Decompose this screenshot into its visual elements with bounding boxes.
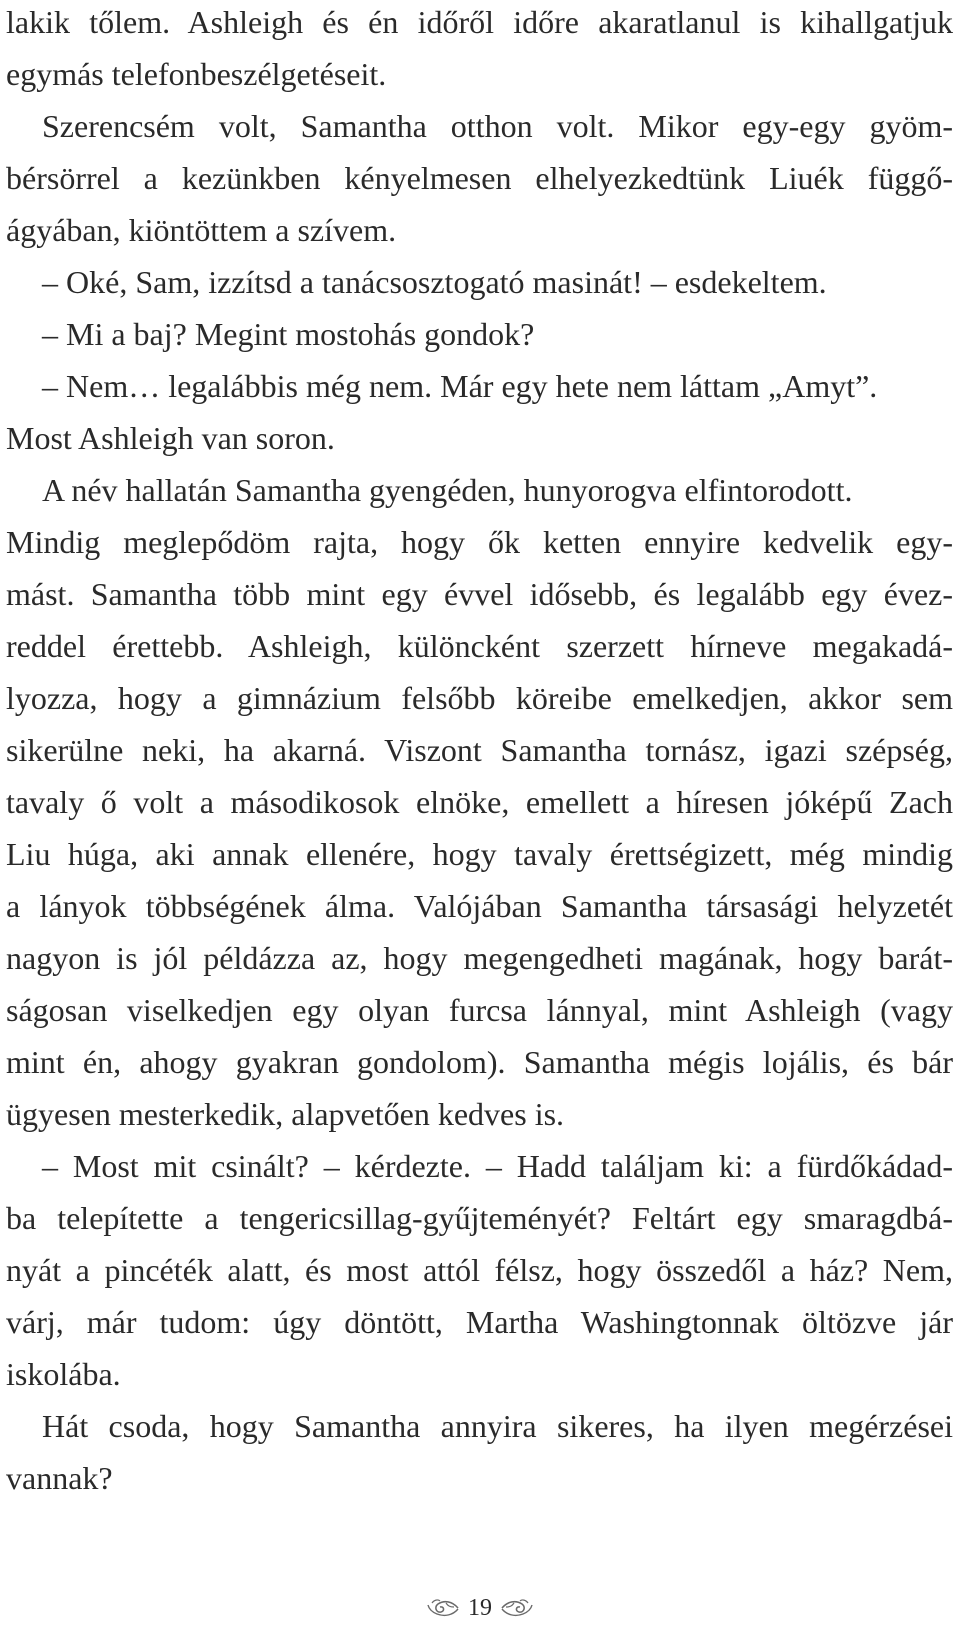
text-line: – Mi a baj? Megint mostohás gondok?: [42, 316, 535, 352]
text-line: A név hallatán Samantha gyengéden, hunyorogva elfintorodott.: [42, 472, 853, 508]
text-line: sikerülne neki, ha akarná. Viszont Samantha tornász, igazi szépség,: [6, 732, 953, 768]
text-line: Liu húga, aki annak ellenére, hogy tavaly érettségizett, még mindig: [6, 836, 953, 872]
text-line: Hát csoda, hogy Samantha annyira sikeres, ha ilyen megérzései: [42, 1408, 953, 1444]
text-line: várj, már tudom: úgy döntött, Martha Washingtonnak öltözve jár: [6, 1304, 953, 1340]
text-line: nyát a pincéték alatt, és most attól félsz, hogy összedől a ház? Nem,: [6, 1252, 953, 1288]
right-ornament-icon: [500, 1597, 534, 1619]
text-line: – Oké, Sam, izzítsd a tanácsosztogató masinát! – esdekeltem.: [42, 264, 827, 300]
text-line: – Most mit csinált? – kérdezte. – Hadd találjam ki: a fürdőkádad-: [42, 1148, 953, 1184]
text-line: Mindig meglepődöm rajta, hogy ők ketten ennyire kedvelik egy-: [6, 524, 953, 560]
text-line: mint én, ahogy gyakran gondolom). Samantha mégis lojális, és bár: [6, 1044, 953, 1080]
text-line: Szerencsém volt, Samantha otthon volt. Mikor egy-egy gyöm-: [42, 108, 953, 144]
text-line: iskolába.: [6, 1356, 121, 1392]
text-line: lyozza, hogy a gimnázium felsőbb köreibe emelkedjen, akkor sem: [6, 680, 953, 716]
text-line: a lányok többségének álma. Valójában Samantha társasági helyzetét: [6, 888, 953, 924]
text-line: bérsörrel a kezünkben kényelmesen elhelyezkedtünk Liuék függő-: [6, 160, 953, 196]
text-line: – Nem… legalábbis még nem. Már egy hete nem láttam „Amyt”.: [42, 368, 878, 404]
text-line: ágyában, kiöntöttem a szívem.: [6, 212, 397, 248]
text-line: ügyesen mesterkedik, alapvetően kedves is.: [6, 1096, 565, 1132]
text-line: ba telepítette a tengericsillag-gyűjteményét? Feltárt egy smaragdbá-: [6, 1200, 953, 1236]
text-line: reddel érettebb. Ashleigh, különcként szerzett hírneve megakadá-: [6, 628, 953, 664]
left-ornament-icon: [426, 1597, 460, 1619]
page-number: 19: [468, 1594, 492, 1621]
text-line: mást. Samantha több mint egy évvel idősebb, és legalább egy évez-: [6, 576, 953, 612]
text-line: Most Ashleigh van soron.: [6, 420, 335, 456]
text-line: egymás telefonbeszélgetéseit.: [6, 56, 387, 92]
page-footer: [0, 1590, 960, 1626]
text-line: tavaly ő volt a másodikosok elnöke, emellett a híresen jóképű Zach: [6, 784, 953, 820]
text-line: lakik tőlem. Ashleigh és én időről időre akaratlanul is kihallgatjuk: [6, 4, 953, 40]
text-line: nagyon is jól példázza az, hogy megengedheti magának, hogy barát-: [6, 940, 953, 976]
text-line: ságosan viselkedjen egy olyan furcsa lánnyal, mint Ashleigh (vagy: [6, 992, 953, 1028]
text-line: vannak?: [6, 1460, 113, 1496]
